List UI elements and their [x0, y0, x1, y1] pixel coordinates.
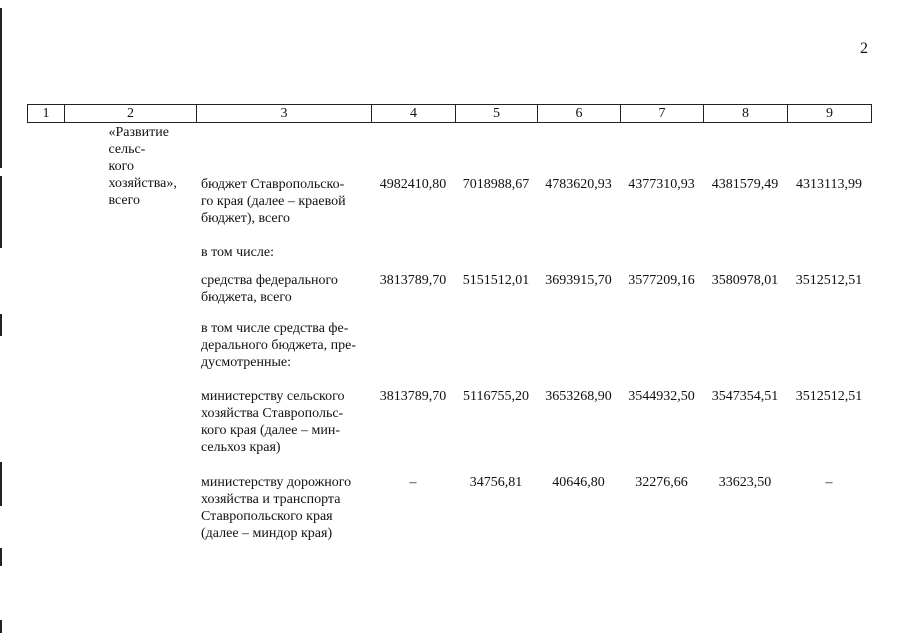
- value-cell: [703, 244, 787, 272]
- scan-margin-line: [0, 314, 2, 336]
- scan-margin-line: [0, 462, 2, 506]
- value-cell: [620, 320, 703, 388]
- value-cell: [787, 244, 871, 272]
- value-cell: 32276,66: [635, 475, 688, 490]
- column-header: 4: [372, 105, 456, 123]
- value-cell: 4381579,49: [711, 177, 779, 192]
- value-cell: 3512512,51: [795, 273, 863, 288]
- column-header: 3: [197, 105, 372, 123]
- value-cell: [620, 244, 703, 272]
- value-cell: 7018988,67: [462, 177, 530, 192]
- value-cell: 33623,50: [718, 475, 772, 490]
- value-cell: –: [409, 475, 417, 490]
- value-cell: [371, 320, 455, 388]
- value-cell: 3544932,50: [628, 389, 695, 404]
- value-cell: [787, 320, 871, 388]
- column-header: 8: [704, 105, 788, 123]
- scan-margin-line: [0, 176, 2, 248]
- value-cell: [703, 320, 787, 388]
- column-header: 1: [28, 105, 65, 123]
- value-cell: 3512512,51: [795, 389, 863, 404]
- value-cell: 34756,81: [469, 475, 523, 490]
- row-label: министерству сельского хозяйства Ставропольс- кого края (далее – мин- сельхоз края): [201, 389, 345, 455]
- row-label: министерству дорожного хозяйства и транспорта Ставропольского края (далее – миндор края): [201, 475, 352, 541]
- value-cell: 4982410,80: [379, 177, 447, 192]
- program-title: «Развитие сельс- кого хозяйства», всего: [108, 125, 177, 208]
- table-row: [27, 244, 871, 272]
- budget-table-body: [27, 176, 871, 546]
- value-cell: 3653268,90: [545, 389, 612, 404]
- value-cell: 3580978,01: [711, 273, 779, 288]
- scan-margin-line: [0, 548, 2, 566]
- value-cell: [455, 320, 537, 388]
- value-cell: [537, 320, 620, 388]
- column-header: 5: [456, 105, 538, 123]
- value-cell: 4313113,99: [796, 177, 862, 192]
- scan-margin-line: [0, 8, 2, 168]
- value-cell: 40646,80: [552, 475, 605, 490]
- column-number-header: [28, 105, 872, 123]
- value-cell: [455, 244, 537, 272]
- value-cell: 3813789,70: [379, 389, 447, 404]
- value-cell: 4377310,93: [628, 177, 695, 192]
- page-number: 2: [860, 40, 868, 57]
- scan-margin-line: [0, 620, 2, 633]
- column-header: 2: [65, 105, 197, 123]
- value-cell: –: [825, 475, 833, 490]
- value-cell: 3813789,70: [379, 273, 447, 288]
- column-header: 7: [621, 105, 704, 123]
- value-cell: 5116755,20: [463, 389, 529, 404]
- row-label: в том числе средства фе- дерального бюджета, пре- дусмотренные:: [201, 321, 356, 370]
- table-row: [27, 176, 871, 244]
- value-cell: [371, 244, 455, 272]
- value-cell: 3577209,16: [628, 273, 695, 288]
- value-cell: 4783620,93: [545, 177, 612, 192]
- row-label: в том числе:: [201, 245, 274, 260]
- value-cell: [537, 244, 620, 272]
- column-header: 6: [538, 105, 621, 123]
- value-cell: 3693915,70: [545, 273, 612, 288]
- table-row: [27, 272, 871, 320]
- value-cell: 5151512,01: [462, 273, 530, 288]
- table-row: [27, 388, 871, 474]
- column-header: 9: [788, 105, 872, 123]
- table-row: [27, 320, 871, 388]
- value-cell: 3547354,51: [711, 389, 779, 404]
- row-label: средства федерального бюджета, всего: [201, 273, 338, 305]
- table-row: [27, 474, 871, 546]
- row-label: бюджет Ставропольско- го края (далее – краевой бюджет), всего: [201, 177, 346, 226]
